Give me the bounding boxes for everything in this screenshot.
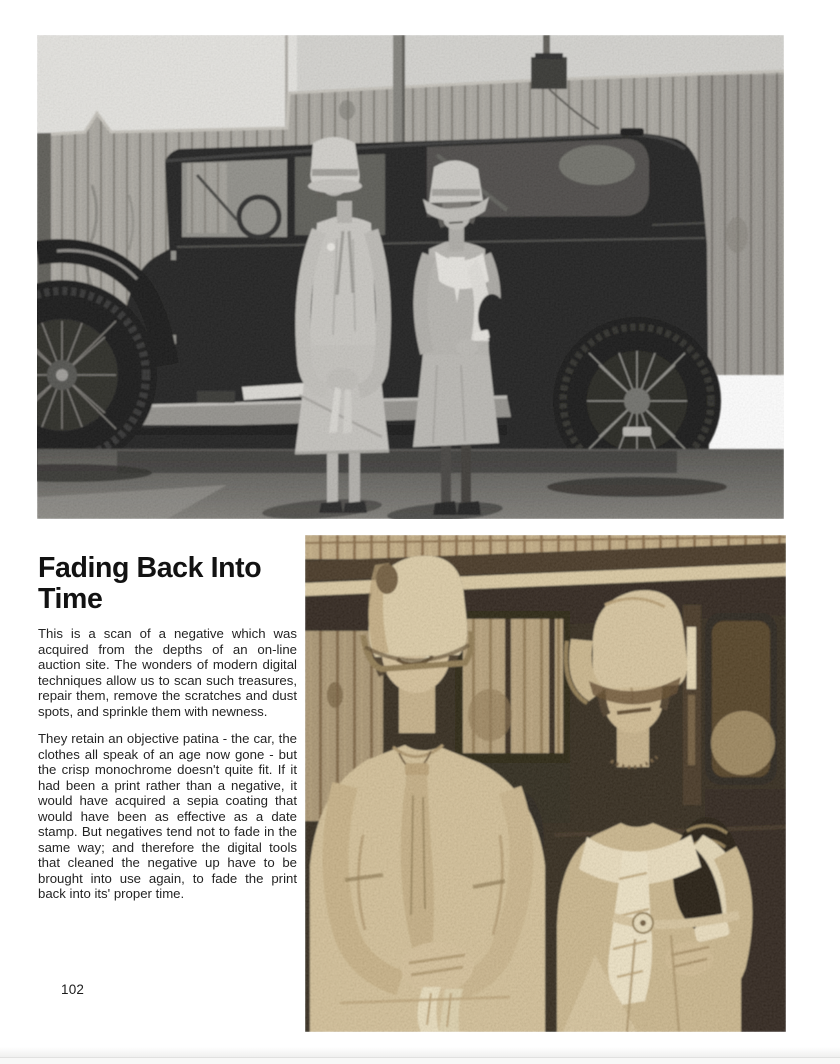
- viewer-edge-line: [0, 1057, 840, 1064]
- film-grain-overlay: [305, 535, 786, 1032]
- article-heading: Fading Back Into Time: [38, 552, 262, 615]
- page-number: 102: [61, 982, 85, 997]
- vintage-photo-sepia: [305, 535, 786, 1032]
- viewer-bottom-edge: [0, 1047, 840, 1064]
- article-text-column: [38, 553, 297, 914]
- viewer-edge-gradient: [0, 1047, 840, 1057]
- vintage-photo-monochrome: [37, 35, 784, 519]
- film-grain-overlay: [37, 35, 784, 519]
- article-paragraph-2: They retain an objective patina - the car, the clothes all speak of an age now gone - but the crisp monochrome doesn't quite fit. If it had been a print rather than a negative, it would have acquired a sepia coating that would have been as effective as a date stamp. But negatives tend not to fade in the same way; and therefore the digital tools that cleaned the negative up have to be brought into use again, to fade the print back into its' proper time.: [38, 731, 297, 901]
- article-paragraph-1: This is a scan of a negative which was acquired from the depths of an on-line auction site. The wonders of modern digital techniques allow us to scan such treasures, repair them, remove the scratches and dust spots, and sprinkle them with newness.: [38, 626, 297, 719]
